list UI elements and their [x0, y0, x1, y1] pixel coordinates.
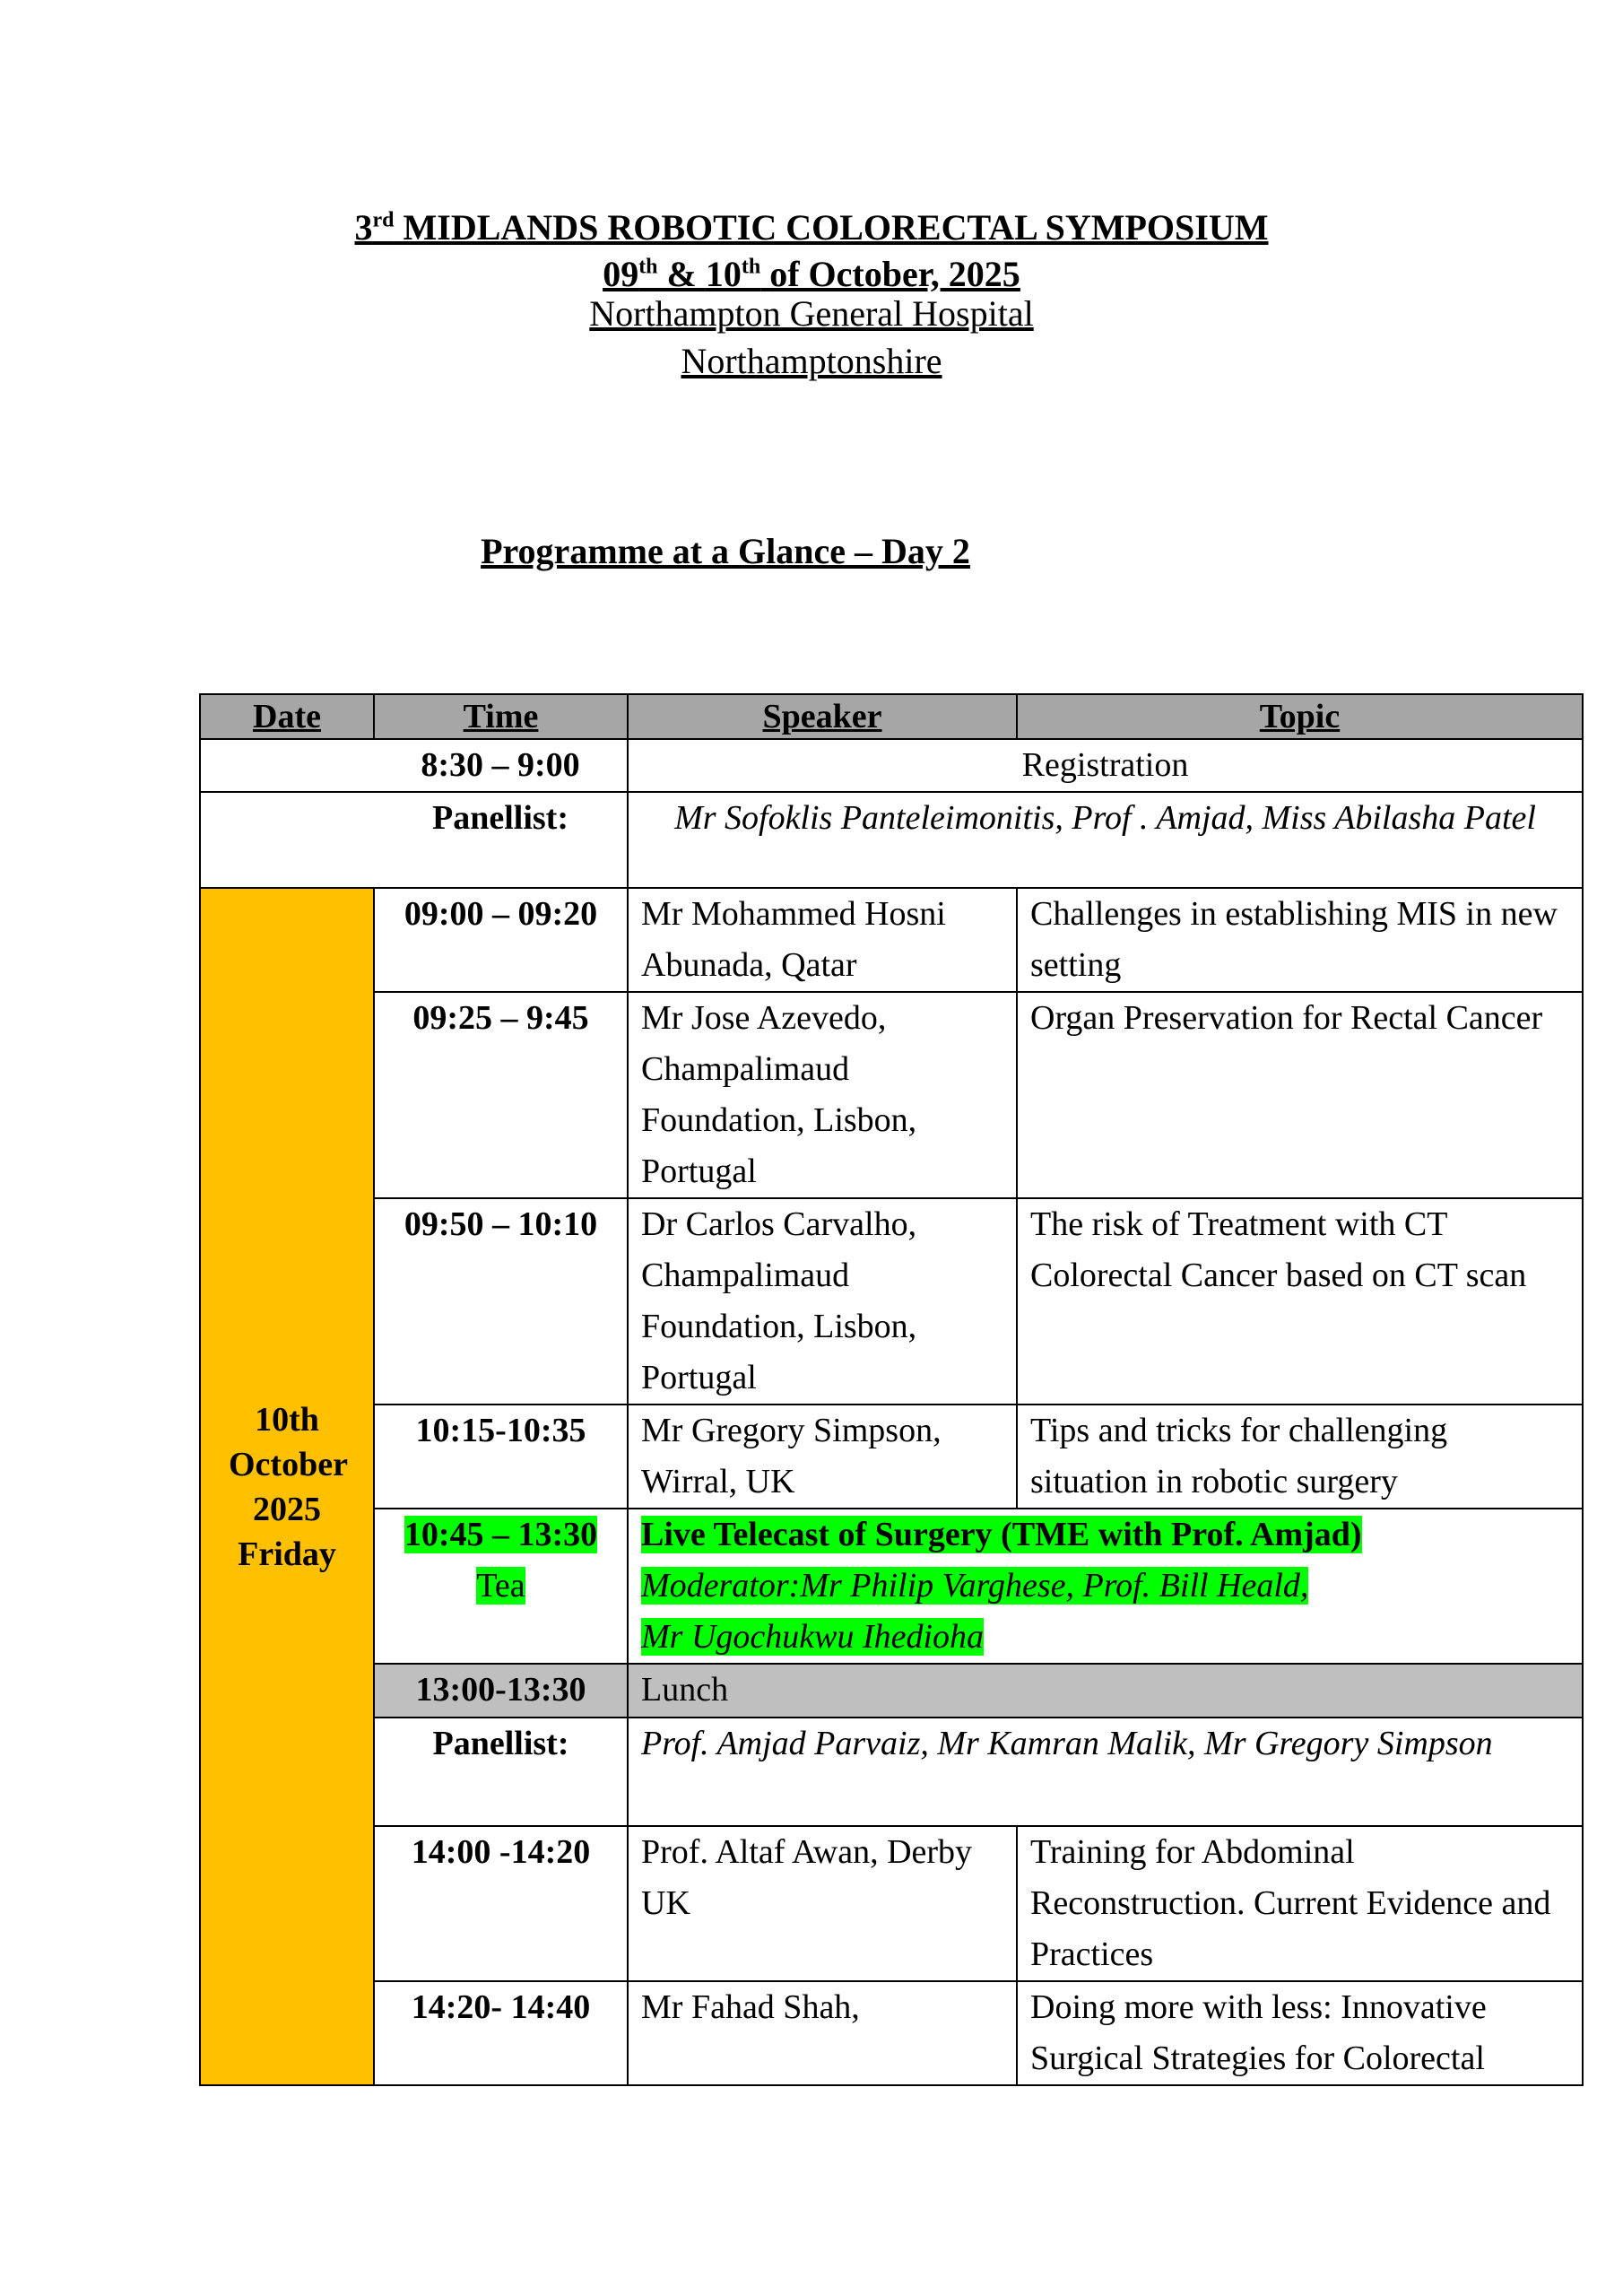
programme-table: [199, 693, 1584, 2086]
live-title: Live Telecast of Surgery (TME with Prof. Amjad): [641, 1516, 1362, 1553]
topic: Tips and tricks for challenging situation in robotic surgery: [1017, 1405, 1583, 1509]
moderators: Moderator:Mr Philip Varghese, Prof. Bill Heald,: [641, 1567, 1309, 1605]
time: 10:15-10:35: [374, 1405, 628, 1509]
date-cell: 10th October 2025 Friday: [200, 888, 374, 2085]
venue: Northampton General Hospital: [589, 293, 1034, 334]
topic: Training for Abdominal Reconstruction. Current Evidence and Practices: [1017, 1826, 1583, 1981]
registration-row: [200, 739, 1583, 792]
topic: The risk of Treatment with CT Colorectal Cancer based on CT scan: [1017, 1198, 1583, 1405]
topic: Doing more with less: Innovative Surgical Strategies for Colorectal: [1017, 1981, 1583, 2085]
speaker: Prof. Altaf Awan, Derby UK: [628, 1826, 1017, 1981]
lunch-label: Lunch: [628, 1664, 1583, 1718]
time: 13:00-13:30: [374, 1664, 628, 1718]
county: Northamptonshire: [681, 341, 942, 381]
panellist-row: [200, 792, 1583, 888]
lunch-row: [200, 1664, 1583, 1718]
time: 10:45 – 13:30: [404, 1516, 598, 1553]
time: 14:20- 14:40: [374, 1981, 628, 2085]
speaker: Mr Mohammed Hosni Abunada, Qatar: [628, 888, 1017, 992]
time-cell: [374, 1509, 628, 1664]
col-speaker: Speaker: [628, 694, 1017, 739]
symposium-title: 3rd MIDLANDS ROBOTIC COLORECTAL SYMPOSIUM: [354, 207, 1269, 248]
symposium-dates: 09th & 10th of October, 2025: [603, 254, 1020, 295]
registration-label: Registration: [628, 739, 1583, 792]
live-telecast-row: [200, 1509, 1583, 1664]
moderators-2: Mr Ugochukwu Ihedioha: [641, 1618, 985, 1656]
panellist-row: [200, 1718, 1583, 1826]
time: 09:50 – 10:10: [374, 1198, 628, 1405]
time: 09:00 – 09:20: [374, 888, 628, 992]
time: 8:30 – 9:00: [374, 739, 628, 792]
speaker: Dr Carlos Carvalho, Champalimaud Foundation, Lisbon, Portugal: [628, 1198, 1017, 1405]
speaker: Mr Fahad Shah,: [628, 1981, 1017, 2085]
table-row: [200, 1405, 1583, 1509]
col-time: Time: [374, 694, 628, 739]
live-telecast-cell: [628, 1509, 1583, 1664]
time: 09:25 – 9:45: [374, 992, 628, 1198]
programme-title: Programme at a Glance – Day 2: [481, 531, 970, 571]
tea-label: Tea: [476, 1567, 525, 1605]
topic: Challenges in establishing MIS in new setting: [1017, 888, 1583, 992]
table-header: [200, 694, 1583, 739]
table-row: [200, 1198, 1583, 1405]
table-row: [200, 1826, 1583, 1981]
time: 14:00 -14:20: [374, 1826, 628, 1981]
speaker: Mr Jose Azevedo, Champalimaud Foundation, Lisbon, Portugal: [628, 992, 1017, 1198]
table-row: [200, 888, 1583, 992]
speaker: Mr Gregory Simpson, Wirral, UK: [628, 1405, 1017, 1509]
table-row: [200, 1981, 1583, 2085]
panellist-label: Panellist:: [374, 792, 628, 888]
panellist-label: Panellist:: [374, 1718, 628, 1826]
panellist-names: Prof. Amjad Parvaiz, Mr Kamran Malik, Mr Gregory Simpson: [628, 1718, 1583, 1826]
table-row: [200, 992, 1583, 1198]
topic: Organ Preservation for Rectal Cancer: [1017, 992, 1583, 1198]
col-topic: Topic: [1017, 694, 1583, 739]
panellist-names: Mr Sofoklis Panteleimonitis, Prof . Amjad, Miss Abilasha Patel: [628, 792, 1583, 888]
col-date: Date: [200, 694, 374, 739]
